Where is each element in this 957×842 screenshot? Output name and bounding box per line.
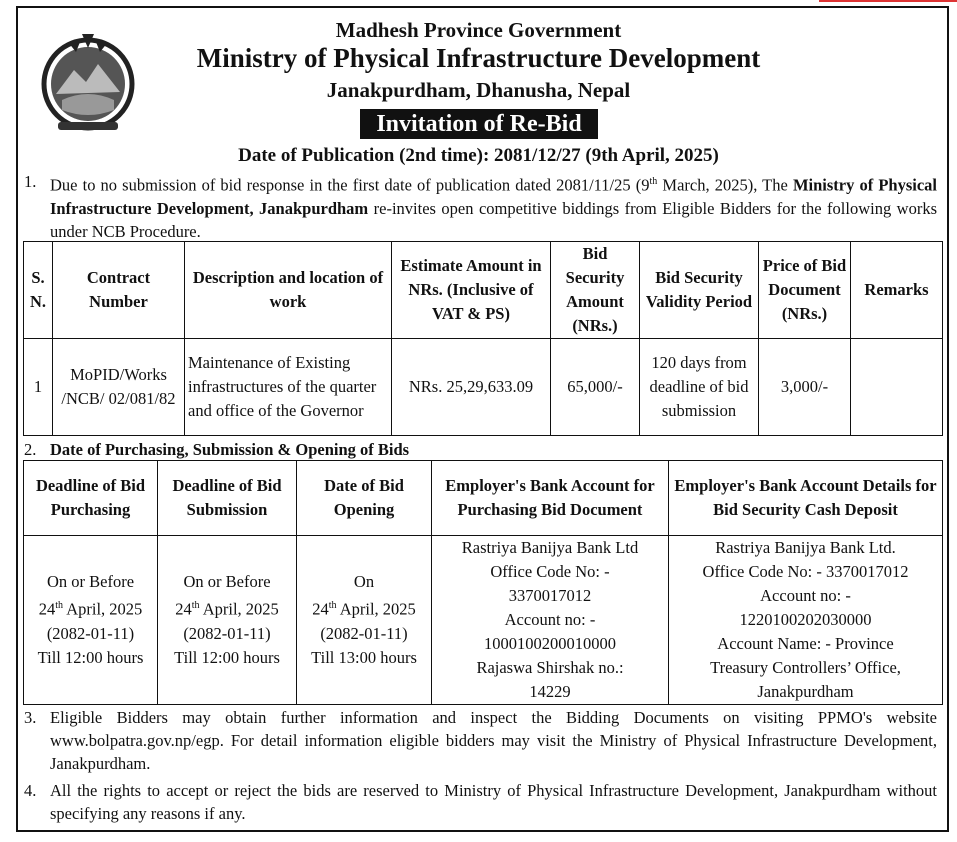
table-cell: 3,000/- [759, 339, 851, 436]
table-cell: 65,000/- [551, 339, 640, 436]
paragraph-number: 4. [24, 781, 37, 800]
table-cell: Rastriya Banijya Bank Ltd Office Code No: - 3370017012 Account no: - 1000100200010000 Rajaswa Shirshak no.: 14229 [432, 536, 669, 705]
paragraph-1 [24, 170, 937, 240]
top-accent-line [819, 0, 957, 2]
publication-date: Date of Publication (2nd time): 2081/12/27 (9th April, 2025) [238, 145, 719, 166]
table-cell [851, 339, 943, 436]
col-header: Deadline of Bid Purchasing [24, 461, 158, 536]
table-cell: On 24th April, 2025 (2082-01-11) Till 13:00 hours [297, 536, 432, 705]
col-header: Bid Security Validity Period [640, 242, 759, 339]
table-cell: On or Before 24th April, 2025 (2082-01-11) Till 12:00 hours [158, 536, 297, 705]
paragraph-4 [24, 779, 937, 827]
paragraph-2 [24, 438, 937, 460]
paragraph-3 [24, 706, 937, 776]
paragraph-number: 1. [24, 172, 37, 191]
table-cell: Rastriya Banijya Bank Ltd. Office Code No: - 3370017012 Account no: - 1220100202030000 Account Name: - Province Treasury Controllers’ Office, Janakpurdham [669, 536, 943, 705]
location: Janakpurdham, Dhanusha, Nepal [326, 78, 631, 102]
government-name: Madhesh Province Government [335, 18, 622, 42]
col-header: Deadline of Bid Submission [158, 461, 297, 536]
table-cell: 120 days from deadline of bid submission [640, 339, 759, 436]
table-row [24, 339, 943, 436]
table-cell: On or Before 24th April, 2025 (2082-01-11) Till 12:00 hours [24, 536, 158, 705]
table-header-row [24, 242, 943, 339]
col-header: Remarks [851, 242, 943, 339]
table-row [24, 536, 943, 705]
table-header-row [24, 461, 943, 536]
notice-title: Invitation of Re-Bid [360, 109, 598, 139]
paragraph-number: 3. [24, 708, 37, 727]
ministry-name: Ministry of Physical Infrastructure Development [196, 43, 761, 73]
col-header: S. N. [24, 242, 53, 339]
table-cell: 1 [24, 339, 53, 436]
col-header: Date of Bid Opening [297, 461, 432, 536]
paragraph-text: Due to no submission of bid response in the first date of publication dated 2081/11/25 (9th March, 2025), The Ministry of Physical Infrastructure Development, Janakpurdham re-invites open competitive biddings from Eligible Bidders for the following works under NCB Procedure. [50, 175, 937, 241]
table-cell: NRs. 25,29,633.09 [392, 339, 551, 436]
col-header: Contract Number [53, 242, 185, 339]
table-cell: Maintenance of Existing infrastructures of the quarter and office of the Governor [185, 339, 392, 436]
dates-table [23, 460, 943, 705]
works-table [23, 241, 943, 436]
paragraph-text: Eligible Bidders may obtain further information and inspect the Bidding Documents on visiting PPMO's website www.bolpatra.gov.np/egp. For detail information eligible bidders may visit the Ministry of Physical Infrastructure Development, Janakpurdham. [50, 708, 937, 773]
col-header: Description and location of work [185, 242, 392, 339]
col-header: Bid Security Amount (NRs.) [551, 242, 640, 339]
paragraph-text: All the rights to accept or reject the bids are reserved to Ministry of Physical Infrastructure Development, Janakpurdham without specifying any reasons if any. [50, 781, 937, 823]
section-title: Date of Purchasing, Submission & Opening of Bids [50, 440, 410, 459]
col-header: Price of Bid Document (NRs.) [759, 242, 851, 339]
paragraph-number: 2. [24, 440, 37, 459]
col-header: Employer's Bank Account Details for Bid Security Cash Deposit [669, 461, 943, 536]
col-header: Estimate Amount in NRs. (Inclusive of VAT & PS) [392, 242, 551, 339]
table-cell: MoPID/Works /NCB/ 02/081/82 [53, 339, 185, 436]
col-header: Employer's Bank Account for Purchasing Bid Document [432, 461, 669, 536]
